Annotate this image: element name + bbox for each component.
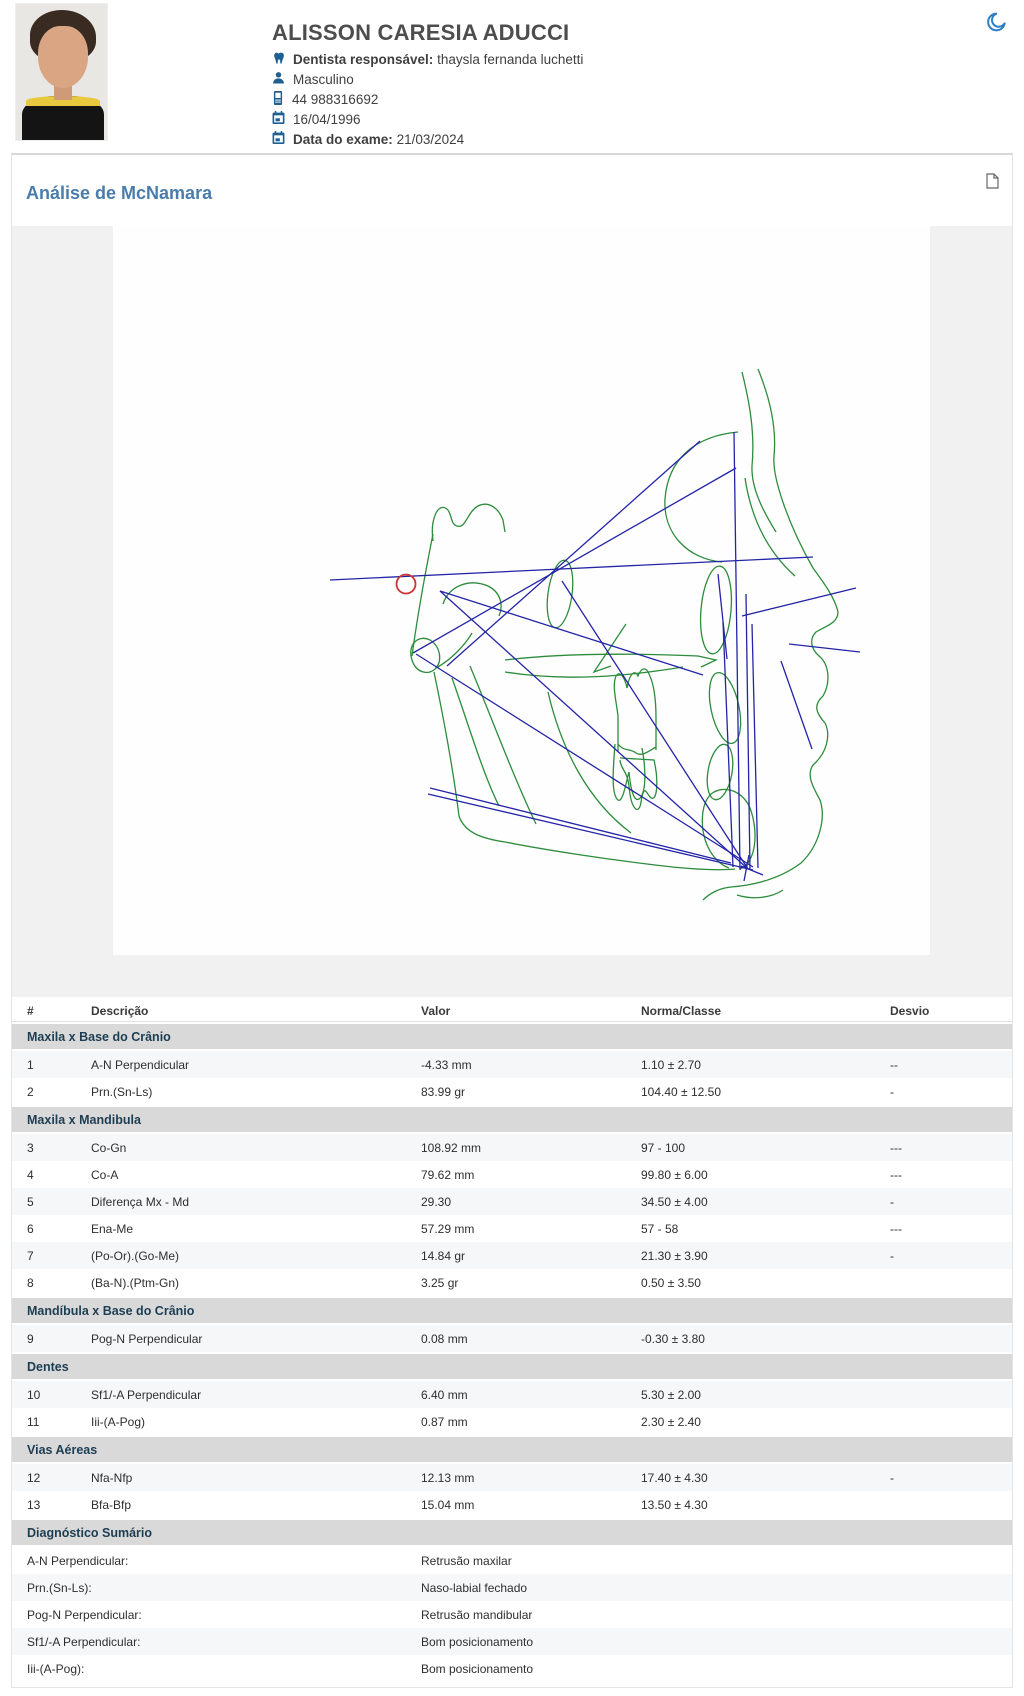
cell-num: 1 <box>27 1057 34 1072</box>
cell-norma: 5.30 ± 2.00 <box>641 1387 701 1402</box>
diagnosis-row <box>12 1601 1012 1628</box>
calendar-icon <box>272 111 285 127</box>
cell-desvio: --- <box>890 1140 902 1155</box>
landmark-marker <box>397 575 416 594</box>
cell-num: 10 <box>27 1387 41 1402</box>
cell-desc: Iii-(A-Pog) <box>91 1414 146 1429</box>
patient-header <box>0 0 1024 153</box>
phone-value: 44 988316692 <box>292 91 379 107</box>
cell-valor: 12.13 mm <box>421 1470 475 1485</box>
cell-valor: 108.92 mm <box>421 1140 482 1155</box>
cell-valor: 15.04 mm <box>421 1497 475 1512</box>
table-row <box>12 1188 1012 1215</box>
diagnosis-label: Iii-(A-Pog): <box>27 1661 85 1676</box>
table-row <box>12 1242 1012 1269</box>
section-header-0 <box>12 1024 1012 1049</box>
analysis-title: Análise de McNamara <box>26 183 213 203</box>
cell-desc: Diferença Mx - Md <box>91 1194 190 1209</box>
person-icon <box>272 71 285 87</box>
exam-date-value: 21/03/2024 <box>396 131 465 147</box>
section-header-4 <box>12 1437 1012 1462</box>
cell-desc: Pog-N Perpendicular <box>91 1331 203 1346</box>
cell-desvio: --- <box>890 1167 902 1182</box>
cell-valor: 57.29 mm <box>421 1221 475 1236</box>
diagnosis-value: Naso-labial fechado <box>421 1580 528 1595</box>
birthdate-value: 16/04/1996 <box>293 111 361 127</box>
cell-norma: 0.50 ± 3.50 <box>641 1275 701 1290</box>
exam-date-label: Data do exame: <box>293 131 393 147</box>
cell-num: 6 <box>27 1221 34 1236</box>
dentist-label: Dentista responsável: <box>293 51 434 67</box>
diagnosis-label: Prn.(Sn-Ls): <box>27 1580 92 1595</box>
gender-row <box>272 70 354 88</box>
cell-norma: 97 - 100 <box>641 1140 686 1155</box>
cell-num: 3 <box>27 1140 34 1155</box>
cell-desvio: - <box>890 1084 894 1099</box>
section-label: Maxila x Mandibula <box>27 1112 141 1127</box>
cell-norma: 99.80 ± 6.00 <box>641 1167 708 1182</box>
cell-valor: 6.40 mm <box>421 1387 468 1402</box>
table-row <box>12 1408 1012 1435</box>
section-label: Diagnóstico Sumário <box>27 1525 153 1540</box>
diagnosis-row <box>12 1547 1012 1574</box>
diagnosis-row <box>12 1628 1012 1655</box>
cephalometric-tracing <box>113 226 930 955</box>
col-header-norma: Norma/Classe <box>641 1003 722 1018</box>
diagnosis-label: A-N Perpendicular: <box>27 1553 129 1568</box>
cell-desvio: -- <box>890 1057 898 1072</box>
cell-norma: 57 - 58 <box>641 1221 679 1236</box>
cell-num: 4 <box>27 1167 34 1182</box>
section-header-2 <box>12 1298 1012 1323</box>
cell-num: 11 <box>27 1414 40 1429</box>
diagnosis-value: Bom posicionamento <box>421 1634 534 1649</box>
tooth-icon <box>272 51 285 68</box>
patient-photo <box>15 3 108 141</box>
cell-desvio: --- <box>890 1221 902 1236</box>
cell-num: 7 <box>27 1248 34 1263</box>
col-header-valor: Valor <box>421 1003 451 1018</box>
cell-norma: 1.10 ± 2.70 <box>641 1057 701 1072</box>
cell-desc: A-N Perpendicular <box>91 1057 190 1072</box>
diagnosis-value: Retrusão mandibular <box>421 1607 533 1622</box>
table-header-row <box>12 1000 1012 1022</box>
section-header-diagnosis <box>12 1520 1012 1545</box>
cell-norma: 2.30 ± 2.40 <box>641 1414 701 1429</box>
cell-desc: Co-Gn <box>91 1140 127 1155</box>
section-label: Vias Aéreas <box>27 1442 98 1457</box>
table-row <box>12 1134 1012 1161</box>
table-row <box>12 1215 1012 1242</box>
cell-valor: 79.62 mm <box>421 1167 475 1182</box>
cell-norma: 13.50 ± 4.30 <box>641 1497 708 1512</box>
cell-norma: 104.40 ± 12.50 <box>641 1084 721 1099</box>
cell-valor: 29.30 <box>421 1194 452 1209</box>
col-header-num: # <box>27 1003 34 1018</box>
moon-icon <box>986 12 1006 32</box>
analysis-card <box>11 153 1013 1688</box>
cell-desc: Ena-Me <box>91 1221 134 1236</box>
dentist-row <box>272 50 583 68</box>
section-header-3 <box>12 1354 1012 1379</box>
dark-mode-toggle[interactable] <box>986 12 1008 34</box>
cell-desvio: - <box>890 1194 894 1209</box>
cell-valor: 14.84 gr <box>421 1248 466 1263</box>
table-row <box>12 1381 1012 1408</box>
document-icon[interactable] <box>986 173 999 189</box>
table-row <box>12 1269 1012 1296</box>
dentist-name: thaysla fernanda luchetti <box>437 51 584 67</box>
phone-icon <box>272 91 284 108</box>
table-row <box>12 1078 1012 1105</box>
table-row <box>12 1491 1012 1518</box>
table-row <box>12 1464 1012 1491</box>
cell-desc: Nfa-Nfp <box>91 1470 133 1485</box>
cell-desc: (Ba-N).(Ptm-Gn) <box>91 1275 179 1290</box>
cell-valor: 3.25 gr <box>421 1275 459 1290</box>
cell-desc: (Po-Or).(Go-Me) <box>91 1248 179 1263</box>
cell-valor: 0.87 mm <box>421 1414 468 1429</box>
cell-desvio: - <box>890 1470 894 1485</box>
cell-desc: Prn.(Sn-Ls) <box>91 1084 153 1099</box>
cephalometric-image <box>113 226 930 955</box>
calendar-icon <box>272 131 285 147</box>
section-header-1 <box>12 1107 1012 1132</box>
cell-num: 13 <box>27 1497 41 1512</box>
diagnosis-label: Sf1/-A Perpendicular: <box>27 1634 141 1649</box>
col-header-desvio: Desvio <box>890 1003 930 1018</box>
cell-norma: 21.30 ± 3.90 <box>641 1248 708 1263</box>
measurements-table <box>12 1000 1012 1682</box>
tracing-band <box>12 226 1012 997</box>
section-label: Mandíbula x Base do Crânio <box>27 1303 195 1318</box>
diagnosis-row <box>12 1655 1012 1682</box>
cell-valor: -4.33 mm <box>421 1057 472 1072</box>
birthdate-row <box>272 110 361 128</box>
cell-norma: 17.40 ± 4.30 <box>641 1470 708 1485</box>
cell-norma: 34.50 ± 4.00 <box>641 1194 708 1209</box>
col-header-desc: Descrição <box>91 1003 149 1018</box>
cell-num: 5 <box>27 1194 34 1209</box>
cell-norma: -0.30 ± 3.80 <box>641 1331 705 1346</box>
table-row <box>12 1051 1012 1078</box>
gender-value: Masculino <box>293 71 354 87</box>
diagnosis-label: Pog-N Perpendicular: <box>27 1607 142 1622</box>
cell-num: 2 <box>27 1084 34 1099</box>
cell-num: 9 <box>27 1331 34 1346</box>
cell-num: 8 <box>27 1275 34 1290</box>
section-label: Dentes <box>27 1359 69 1374</box>
diagnosis-row <box>12 1574 1012 1601</box>
table-row <box>12 1325 1012 1352</box>
exam-date-row <box>272 130 464 148</box>
cell-desc: Co-A <box>91 1167 119 1182</box>
phone-row <box>272 90 378 108</box>
section-label: Maxila x Base do Crânio <box>27 1029 171 1044</box>
cell-valor: 83.99 gr <box>421 1084 466 1099</box>
cell-desc: Sf1/-A Perpendicular <box>91 1387 202 1402</box>
diagnosis-value: Bom posicionamento <box>421 1661 534 1676</box>
diagnosis-value: Retrusão maxilar <box>421 1553 512 1568</box>
cell-valor: 0.08 mm <box>421 1331 468 1346</box>
table-row <box>12 1161 1012 1188</box>
cell-desc: Bfa-Bfp <box>91 1497 132 1512</box>
patient-name: ALISSON CARESIA ADUCCI <box>272 20 570 45</box>
cell-desvio: - <box>890 1248 894 1263</box>
cell-num: 12 <box>27 1470 41 1485</box>
